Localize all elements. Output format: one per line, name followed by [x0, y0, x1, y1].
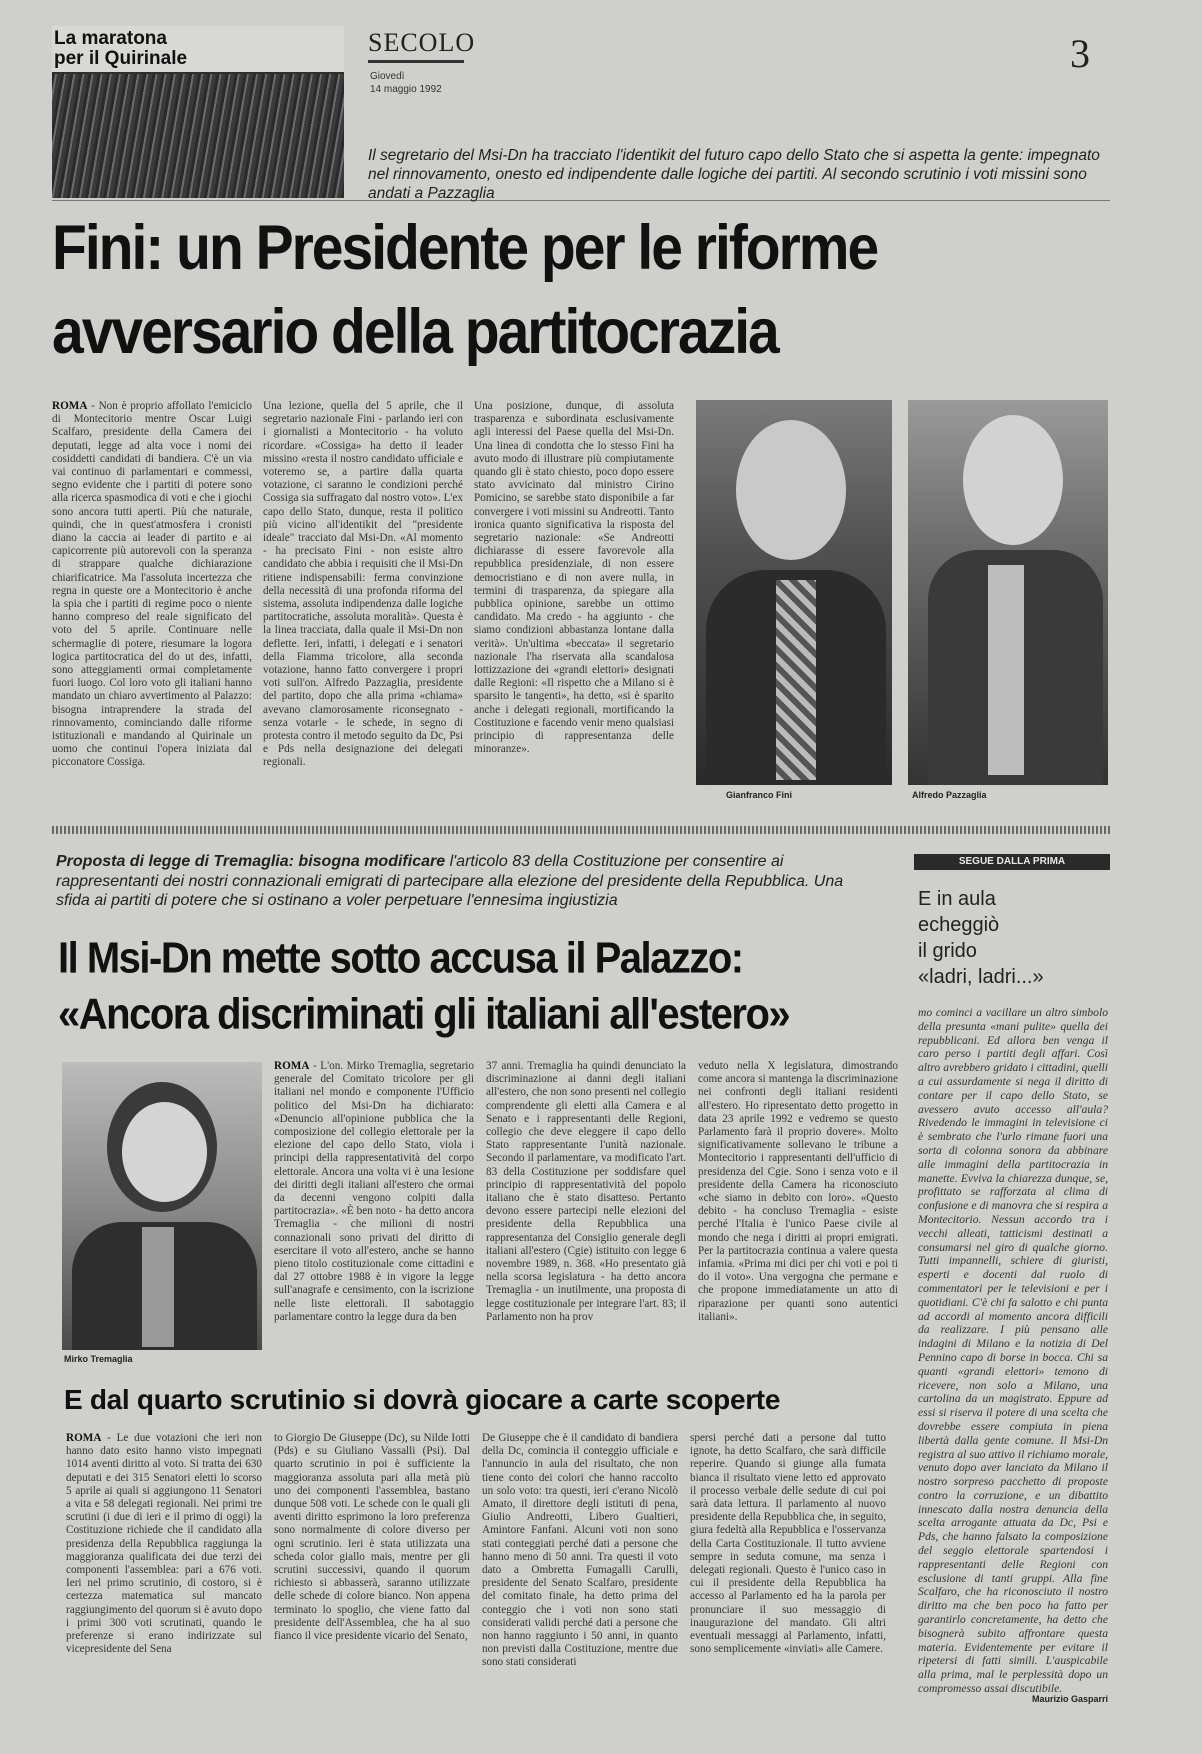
parliament-photo — [52, 74, 344, 198]
article3-column3 — [482, 1432, 678, 1732]
caption-alfredo-pazzaglia: Alfredo Pazzaglia — [912, 790, 987, 800]
article1-col3-text: Una posizione, dunque, di assoluta trasparenza e subordinata esclusivamente agli interessi del Paese quella del Msi-Dn. Una linea di condotta che lo stesso Fini ha avuto modo di illustrare più compiutamente quando gli è stato chiesto, poco dopo essere stato avvicinato dal ministro Cirino Pomicino, se sarebbe stato disponibile a far convergere i voti missini su Andreotti. Tanto ironica quanto significativa la risposta del segretario nazionale: «Se Andreotti dichiarasse di essere favorevole alla repubblica presidenziale, di non essere democristiano e di non avere nulla, in termini di trasparenza, da spiegare alla pubblica opinione, sarebbe un ottimo candidato. Ma credo - ha aggiunto - che siamo condizioni abbastanza lontane dalla verità». Un'ultima «beccata» il segretario nazionale l'ha riservata alla scandalosa lottizzazione dei «grandi elettori» designati dalle Regioni: «Il rispetto che a Milano si è sparsito le tangenti», ha detto, «si è sparito anche i delegati regionali, mortificando la Costituzione e facendo venir meno qualsiasi principio di rappresentanza delle minoranze». — [474, 400, 674, 756]
sidebar-title-line4: «ladri, ladri...» — [918, 966, 1044, 988]
article1-headline-line1: Fini: un Presidente per le riforme — [52, 213, 878, 284]
photo-gianfranco-fini — [696, 400, 892, 785]
photo-mirko-tremaglia — [62, 1062, 262, 1350]
article2-headline-line1: Il Msi-Dn mette sotto accusa il Palazzo: — [58, 934, 743, 983]
article2-kicker-bold: Proposta di legge di Tremaglia: bisogna modificare — [56, 853, 446, 870]
article3-headline: E dal quarto scrutinio si dovrà giocare a carte scoperte — [64, 1384, 781, 1415]
caption-mirko-tremaglia: Mirko Tremaglia — [64, 1354, 133, 1364]
sidebar-banner: SEGUE DALLA PRIMA — [914, 854, 1110, 870]
article2-col2-text: 37 anni. Tremaglia ha quindi denunciato la discriminazione ai danni degli italiani all'estero, che non sono presenti nel collegio comprendente gli eletti alla Camera e al Senato e i rappresentanti delle Regioni, collegio che deve eleggere il capo dello Stato rappresentante l'unità nazionale. Secondo il parlamentare, va modificato l'art. 83 della Costituzione per soddisfare quel principio di rappresentatività del popolo italiano che è stato disatteso. Pertanto devono essere partecipi nelle elezioni del presidente della Repubblica una rappresentanza del Consiglio generale degli italiani all'estero (Cgie) istituito con legge 6 novembre 1989, n. 368. «Ho presentato già nella scorsa legislatura - ha detto ancora Tremaglia - un inutilmente, una proposta di legge costituzionale per integrare l'art. 83; il Parlamento non ha prov — [486, 1060, 686, 1323]
masthead: SECOLO — [368, 28, 476, 57]
article1-column3 — [474, 400, 674, 808]
article1-dateline: ROMA — [52, 400, 88, 412]
article3-col4-text: spersi perché dati a persone dal tutto ignote, ha detto Scalfaro, che sarà difficile reperire. Quando si giunge alla fumata bianca il risultato viene letto ed approvato il processo verbale delle sedute di cui poi sarà data lettura. Il parlamento al nuovo presidente della Repubblica che, in seguito, giura fedeltà alla Repubblica e l'osservanza della Carta Costituzionale. Il tutto avviene sempre in seduta comune, ma senza i delegati regionali. Questo è l'unico caso in cui il presidente della Repubblica ha accesso al Parlamento ed ha la parola per pronunciare il suo messaggio di inaugurazione del mandato. Gli altri eventuali messaggi al Parlamento, infatti, sono semplicemente «inviati» alle Camere. — [690, 1432, 886, 1656]
article3-col2-text: to Giorgio De Giuseppe (Dc), su Nilde Iotti (Pds) e su Giuliano Vassalli (Psi). Dal quarto scrutinio in poi è sufficiente la maggioranza assoluta pari alla metà più uno dei componenti l'assemblea, bastano dunque 508 voti. Le schede con le quali gli aventi diritto esprimono la loro preferenza sono normalmente di colore diverso per ogni scrutinio. Ieri è stata utilizzata una scheda color giallo mais, mentre per gli scrutini successivi, quando il quorum richiesto si abbasserà, saranno utilizzate delle schede di colore bianco. Non appena terminato lo spoglio, che viene fatto dal presidente dell'Assemblea, che ha al suo fianco il vice presidente vicario del Senato, — [274, 1432, 470, 1643]
masthead-rule — [368, 60, 464, 63]
section-title-line1: La maratona — [54, 28, 167, 49]
photo-alfredo-pazzaglia — [908, 400, 1108, 785]
article2-col3-text: veduto nella X legislatura, dimostrando come ancora si mantenga la discriminazione nei confronti degli italiani residenti all'estero. Ho ripresentato detto progetto in data 23 aprile 1992 e vedremo se questo Parlamento farà il proprio dovere». Molto significativamente sollevano le tribune a Montecitorio i rappresentanti dell'ufficio di presidenza del Cgie. Sono i senza voto e il presidente della Camera ha riconosciuto «che siamo in debito con loro». «Questo debito - ha concluso Tremaglia - esiste perché l'Italia è l'unico Paese civile al mondo che nega i diritti ai propri emigrati. Per la partitocrazia continua a valere questa infamia. «Prima mi dici per chi voti e poi ti do il voto». Una vergogna che permane e che propone immediatamente un atto di riparazione per quanti sono autentici italiani». — [698, 1060, 898, 1323]
section-title-line2: per il Quirinale — [54, 48, 188, 69]
article2-kicker-rest: l'articolo 83 della Costituzione per consentire ai rappresentanti dei nostri connazionali emigrati di partecipare alla elezione del presidente della Repubblica. Una sfida ai partiti di potere che si ostinano a voler perpetuare l'ennesima ingiustizia — [56, 853, 844, 909]
article1-column2 — [263, 400, 463, 808]
article2-dateline: ROMA — [274, 1060, 310, 1072]
sidebar-author: Maurizio Gasparri — [1032, 1694, 1109, 1704]
article2-column2 — [486, 1060, 686, 1360]
article2-kicker — [56, 852, 856, 911]
article1-headline-line2: avversario della partitocrazia — [52, 297, 778, 368]
article2-headline-line2: «Ancora discriminati gli italiani all'estero» — [58, 990, 790, 1039]
page-number: 3 — [1070, 31, 1090, 76]
article1-col1-text: - Non è proprio affollato l'emiciclo di Montecitorio mentre Oscar Luigi Scalfaro, presidente della Camera dei deputati, legge ad alta voce i nomi dei cosiddetti candidati di bandiera. C'è un via vai continuo di parlamentari e commessi, segno evidente che i partiti di potere sono alla ricerca spasmodica di voti e che i giochi sono ancora tutti aperti. Più che naturale, quindi, che in quest'atmosfera i cronisti diano la caccia ai leader di partito e ai capicorrente più autorevoli con la speranza di strappare qualche dichiarazione chiarificatrice. Ma l'assoluta incertezza che regna in queste ore a Montecitorio è anche la spia che i partiti di regime poco o niente hanno compreso del reale significato del voto del 5 aprile. Continuare nelle schermaglie di potere, riesumare la logora logica partitocratica del do ut des, infatti, sono atteggiamenti ormai completamente fuori luogo. Col loro voto gli italiani hanno mandato un chiaro avvertimento al Palazzo: bisogna intraprendere la strada del rinnovamento, cominciando dalle riforme istituzionali e mandando al Quirinale un uomo che continui l'opera iniziata dal picconatore Cossiga. — [52, 400, 253, 769]
article2-column1 — [274, 1060, 474, 1360]
section-title-box — [52, 26, 344, 198]
caption-gianfranco-fini: Gianfranco Fini — [726, 790, 793, 800]
article2-col1-text: - L'on. Mirko Tremaglia, segretario generale del Comitato tricolore per gli italiani nel mondo e componente l'Ufficio politico del Msi-Dn ha dichiarato: «Denuncio all'opinione pubblica che la composizione del collegio elettorale per la elezione del capo dello Stato, viola i principi della rappresentatività del corpo elettorale. Ancora una volta vi è una lesione dei diritti degli italiani all'estero che ormai da decenni vengono colpiti dalla partitocrazia». «È ben noto - ha detto ancora Tremaglia - che milioni di nostri connazionali sono privati del diritto di esercitare il voto all'estero, anche se hanno pieno titolo costituzionale come cittadini e dal 27 ottobre 1988 è in vigore la legge sull'anagrafe e censimento, con la iscrizione nelle liste elettorali. Il sabotaggio parlamentare contro la legge dura da ben — [274, 1060, 474, 1323]
article3-dateline: ROMA — [66, 1432, 102, 1444]
article3-column1 — [66, 1432, 262, 1732]
issue-date: 14 maggio 1992 — [370, 84, 442, 95]
article1-col2-text: Una lezione, quella del 5 aprile, che il segretario nazionale Fini - parlando ieri con i giornalisti a Montecitorio - ha voluto ricordare. «Cossiga» ha detto il leader missino «resta il nostro candidato ufficiale e voteremo se, a partire dalla quarta votazione, ci saranno le condizioni perché Cossiga sia suffragato dal nostro voto». L'ex capo dello Stato, dunque, resta il politico più vicino all'identikit del "presidente ideale" tracciato dal Msi-Dn. «Al momento - ha precisato Fini - non esiste altro candidato che abbia i requisiti che il Msi-Dn ritiene indispensabili: ferma convinzione della necessità di una profonda riforma del sistema, assoluta indipendenza dalle logiche partitocratiche, assoluta moralità». Questa è la linea tracciata, dalla quale il Msi-Dn non deflette. Ieri, infatti, i delegati e i senatori della Fiamma tricolore, alla seconda votazione, hanno fatto convergere i propri voti sull'on. Alfredo Pazzaglia, presidente del partito, dopo che alla prima «chiama» avevano clamorosamente riconsegnato - senza votarle - le schede, in segno di protesta contro il metodo seguito da Dc, Psi e Pds nella designazione dei delegati regionali. — [263, 400, 463, 769]
sidebar-title-line3: il grido — [918, 940, 977, 962]
article1-kicker: Il segretario del Msi-Dn ha tracciato l'identikit del futuro capo dello Stato che si aspetta la gente: impegnato nel rinnovamento, onesto ed indipendente dalle logiche dei partiti. Al secondo scrutinio i voti missini sono andati a Pazzaglia — [368, 147, 1100, 202]
article3-col3-text: De Giuseppe che è il candidato di bandiera della Dc, comincia il conteggio ufficiale e l'annuncio in aula del risultato, che non tiene conto dei colori che hanno raccolto un solo voto: tra questi, ieri c'erano Nicolò Amato, il direttore degli istituti di pena, Giulio Andreotti, Libero Gualtieri, Amintore Fanfani. Alcuni voti non sono stati conteggiati perché dati a persone che hanno meno di 50 anni. Tra questi il voto dato a Ombretta Fumagalli Carulli, presidente del Senato Scalfaro, presidente del comitato finale, ha detto prima del conteggio che i voti non sono stati considerati validi perché dati a persone che non hanno raggiunto i 50 anni, in quanto non previsti dalla Costituzione, mentre due sono stati considerati — [482, 1432, 678, 1669]
sidebar-title-line1: E in aula — [918, 888, 996, 910]
issue-day: Giovedì — [370, 71, 405, 82]
article1-column1 — [52, 400, 252, 808]
sidebar-body-text: mo cominci a vacillare un altro simbolo della presunta «mani pulite» quella dei repubblicani. Ed allora ben venga il caro perso i partiti degli affari. Così altro avrebbero gridato i cittadini, quelli a cui assurdamente si nega il diritto di contare per il capo dello Stato, se avessero avuto accesso all'aula? Rivedendo le immagini in televisione ci è sembrato che l'urlo rimane fuori una sorta di colonna sonora da abbinare alle immagini della partitocrazia in manette. Evviva la chiarezza dunque, se, profittato se rafforzata al clima di confusione e di manovra che si respira a Montecitorio. Nessun accordo tra i vecchi alleati, tatticismi destinati a consumarsi nel giro di qualche giorno. Tutti impannelli, schiere di giuristi, esperti e docenti dal ruolo di commentatori per le televisioni e per i quotidiani. C'è chi fa salotto e chi punta ad accordi al momento ancora difficili da realizzare. I più pensano alle indagini di Milano e la notizia di Del Pennino capo di borse in bocca. Chi sa quanti «grandi elettori» temono di ricevere, non solo a Milano, una cartolina da un magistrato. Eppure ad essi si riserva il potere di una scelta che dovrebbe essere compiuta in piena libertà dalla gente comune. Il Msi-Dn registra al suo attivo il richiamo morale, venuto dopo aver lanciato da Milano il nostro sorpreso pacchetto di proposte contro la corruzione, e un dibattito innescato dalla nostra denuncia della scelta arrogante attuata da Dc, Psi e Pds, che hanno falsato la composizione del seggio elettorale spartendosi i rappresentanti delle Regioni con esclusione di tanti gruppi. Alla fine Scalfaro, che ha riconosciuto il nostro diritto ma che ben poco ha fatto per garantirlo concretamente, ha detto che bisognerà subito affrontare questa materia. Evidentemente per evitare il ripetersi di fatti simili. L'auspicabile alla prima, mal le perplessità dopo un compromesso assai discutibile. — [918, 1006, 1108, 1696]
article3-column4 — [690, 1432, 886, 1732]
article2-column3 — [698, 1060, 898, 1360]
section-divider — [52, 826, 1110, 834]
article3-column2 — [274, 1432, 470, 1732]
sidebar-title-line2: echeggiò — [918, 914, 1000, 936]
sidebar-body — [918, 1006, 1108, 1696]
article3-col1-text: - Le due votazioni che ieri non hanno dato esito hanno visto impegnati 1014 aventi diritto al voto. Si tratta dei 630 deputati e dei 315 Senatori eletti lo scorso 5 aprile ai quali si aggiungono 11 Senatori a vita e 58 delegati regionali. Nei primi tre scrutini (i due di ieri e il primo di oggi) la Costituzione richiede che il candidato alla presidenza della Repubblica raggiunga la maggioranza qualificata dei due terzi dei componenti l'assemblea: pari a 676 voti. Ieri nel primo scrutinio, di costoro, si è certezza matematica sul mancato raggiungimento del quorum si è avuto dopo i primi 300 voti scrutinati, quando le preferenze si erano indirizzate sul vicepresidente del Sena — [66, 1432, 263, 1656]
